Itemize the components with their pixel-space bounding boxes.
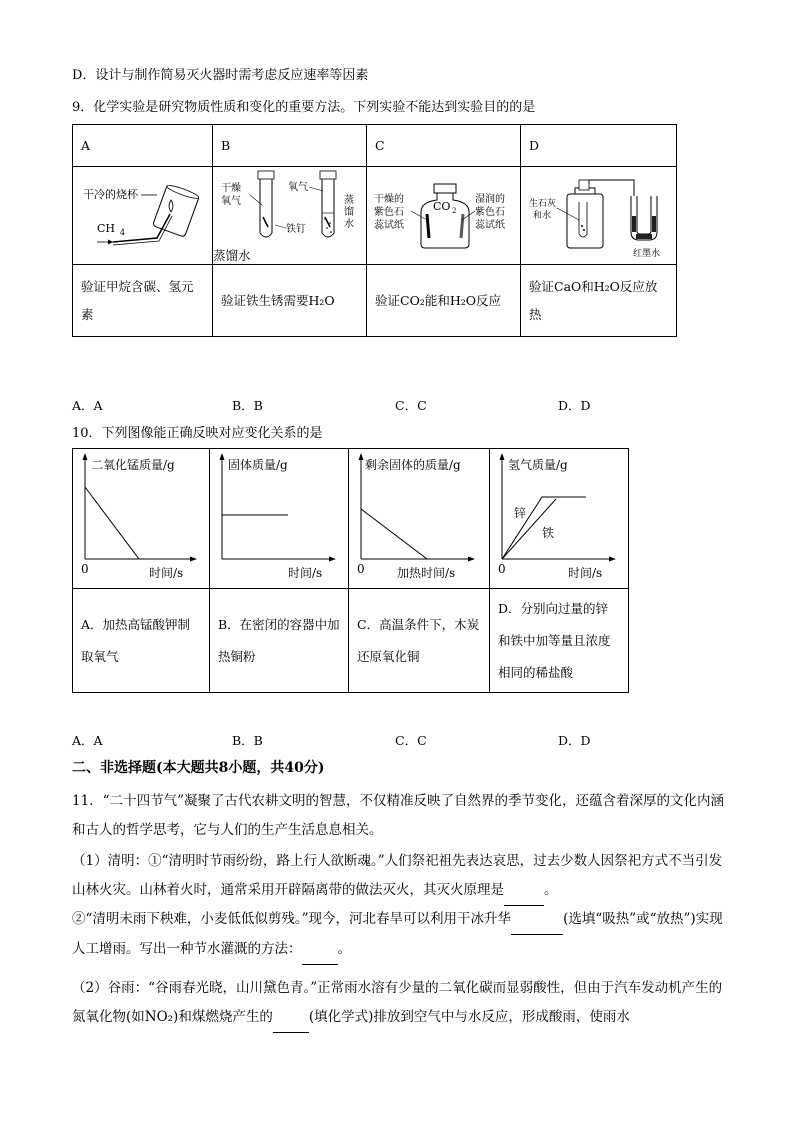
q9-description-c: 验证CO₂能和H₂O反应 (367, 265, 521, 337)
figure-c-wet-label (475, 193, 505, 231)
chart-c-ylabel: 剩余固体的质量/g (365, 458, 461, 472)
q9-header-d: D (521, 125, 677, 167)
q10-description-a: A．加热高锰酸钾制取氧气 (73, 589, 210, 693)
flame-icon (169, 200, 173, 212)
inverted-beaker-icon (152, 183, 199, 237)
figure-a-beaker-label: 干冷的烧杯 (83, 188, 138, 201)
co2-litmus-figure (367, 176, 520, 252)
q10-chart-d-cell (490, 449, 629, 589)
section-2-title: 二、非选择题(本大题共8小题，共40分) (72, 760, 325, 776)
q10-chart-c-cell (349, 449, 490, 589)
q9-header-a: A (73, 125, 213, 167)
figure-d-lime-label (529, 197, 556, 221)
chart-d-zinc-label: 锌 (514, 506, 527, 520)
q11-blank-3[interactable] (302, 935, 338, 965)
svg-text:蕊试纸: 蕊试纸 (475, 220, 505, 231)
q11-blank-1[interactable] (504, 876, 544, 906)
chart-b (210, 449, 348, 585)
q9-stem: 9．化学实验是研究物质性质和变化的重要方法。下列实验不能达到实验目的的是 (72, 100, 536, 115)
svg-text:水: 水 (344, 219, 354, 230)
svg-text:馏: 馏 (344, 207, 354, 218)
svg-text:蒸: 蒸 (344, 195, 354, 206)
q11-part2: （2）谷雨：“谷雨春光晓，山川黛色青。”正常雨水溶有少量的二氧化碳而显弱酸性，但由于汽车发动机产生的氮氧化物(如NO₂)和煤燃烧产生的 (填化学式)排放到空气中与水反应，形成酸雨，使雨水 (72, 974, 724, 1033)
cao-heat-figure (521, 176, 676, 259)
q11-part1-a: （1）清明：①“清明时节雨纷纷，路上行人欲断魂。”人们祭祀祖先表达哀思，过去少数人因祭祀方式不当引发山林火灾。山林着火时，通常采用开辟隔离带的做法灭火，其灭火原理是 。 (72, 847, 724, 906)
q11-intro: 11．“二十四节气”凝聚了古代农耕文明的智慧，不仅精准反映了自然界的季节变化，还蕴含着深厚的文化内涵和古人的哲学思考，它与人们的生产生活息息相关。 (72, 793, 724, 838)
q10-option-b[interactable]: B．B (232, 733, 263, 748)
svg-text:干燥的: 干燥的 (374, 194, 404, 205)
figure-b-dry-label: 干燥 (221, 183, 241, 194)
q9-description-b: 验证铁生锈需要H₂O (213, 265, 367, 337)
q9-option-d[interactable]: D．D (558, 398, 591, 413)
svg-text:2: 2 (452, 207, 457, 215)
q11-blank-4[interactable] (273, 1003, 309, 1033)
svg-text:紫色石: 紫色石 (374, 207, 404, 218)
figure-b-nail-label: 铁钉 (286, 224, 306, 235)
q9-option-b[interactable]: B．B (232, 398, 263, 413)
svg-text:紫色石: 紫色石 (475, 207, 505, 218)
flask-icon (567, 180, 603, 248)
chart-c (349, 449, 489, 585)
chart-d-iron-label: 铁 (542, 526, 555, 540)
q9-figure-b-cell: 干燥 氧气 氧气 铁钉 蒸 馏 水 蒸馏水 (213, 167, 367, 265)
test-tube-water-icon (320, 171, 336, 237)
figure-b-oxygen-label-1: 氧气 (221, 196, 241, 207)
methane-combustion-figure (73, 176, 212, 252)
q11-part1-b: ②“清明未雨下秧难，小麦低低似剪残。”现今，河北春旱可以利用干冰升华 (选填“吸热”或“放热”)实现人工增雨。写出一种节水灌溉的方法： 。 (72, 905, 724, 965)
chart-a-xlabel: 时间/s (149, 566, 184, 580)
q10-description-c: C．高温条件下，木炭还原氧化铜 (349, 589, 490, 693)
chart-c-origin: 0 (357, 562, 365, 576)
chart-d-ylabel: 氢气质量/g (508, 458, 568, 472)
q11-blank-2[interactable] (511, 905, 563, 935)
gas-bottle-icon (421, 184, 469, 248)
chart-b-ylabel: 固体质量/g (228, 458, 288, 472)
chart-c-line (361, 509, 427, 559)
q9-header-b: B (213, 125, 367, 167)
q9-option-c[interactable]: C．C (395, 398, 427, 413)
svg-text:4: 4 (120, 228, 126, 237)
figure-b-water-label (344, 193, 354, 230)
figure-c-dry-label (374, 192, 404, 231)
chart-c-xlabel: 加热时间/s (397, 566, 456, 580)
chart-a-origin: 0 (81, 562, 89, 576)
q10-description-d: D．分别向过量的锌和铁中加等量且浓度相同的稀盐酸 (490, 589, 629, 693)
q9-description-a: 验证甲烷含碳、氢元素 (73, 265, 213, 337)
chart-b-xlabel: 时间/s (288, 566, 323, 580)
q8-option-d: D．设计与制作简易灭火器时需考虑反应速率等因素 (72, 68, 369, 83)
q9-figure-d-cell (521, 167, 677, 265)
q9-figure-c-cell (367, 167, 521, 265)
svg-text:湿润的: 湿润的 (475, 194, 505, 205)
svg-text:和水: 和水 (533, 211, 552, 221)
q9-header-c: C (367, 125, 521, 167)
chart-d (490, 449, 628, 585)
chart-d-xlabel: 时间/s (568, 566, 603, 580)
q9-experiment-table (72, 124, 677, 337)
q9-answer-options (72, 396, 632, 414)
q10-chart-a-cell (73, 449, 210, 589)
q10-option-a[interactable]: A．A (72, 733, 103, 748)
q9-option-a[interactable]: A．A (72, 398, 103, 413)
chart-a (73, 449, 209, 585)
figure-a-gas-label: CH (97, 222, 116, 235)
iron-rust-figure (213, 167, 366, 243)
q9-figure-a-cell (73, 167, 213, 265)
q10-description-b: B．在密闭的容器中加热铜粉 (210, 589, 349, 693)
q10-graph-table (72, 448, 629, 693)
q9-description-d: 验证CaO和H₂O反应放热 (521, 265, 677, 337)
svg-text:蕊试纸: 蕊试纸 (374, 220, 404, 231)
q10-stem: 10．下列图像能正确反映对应变化关系的是 (72, 426, 323, 441)
svg-text:生石灰: 生石灰 (529, 199, 557, 209)
q10-option-d[interactable]: D．D (558, 733, 591, 748)
q10-answer-options (72, 731, 632, 749)
figure-c-co2-label: CO (433, 200, 451, 213)
chart-a-line (85, 487, 139, 559)
figure-d-ink-label: 红墨水 (633, 249, 661, 259)
q10-option-c[interactable]: C．C (395, 733, 427, 748)
q10-chart-b-cell (210, 449, 349, 589)
chart-a-ylabel: 二氧化锰质量/g (91, 458, 175, 472)
chart-d-origin: 0 (498, 562, 506, 576)
figure-b-oxygen-label-2: 氧气 (288, 182, 308, 193)
